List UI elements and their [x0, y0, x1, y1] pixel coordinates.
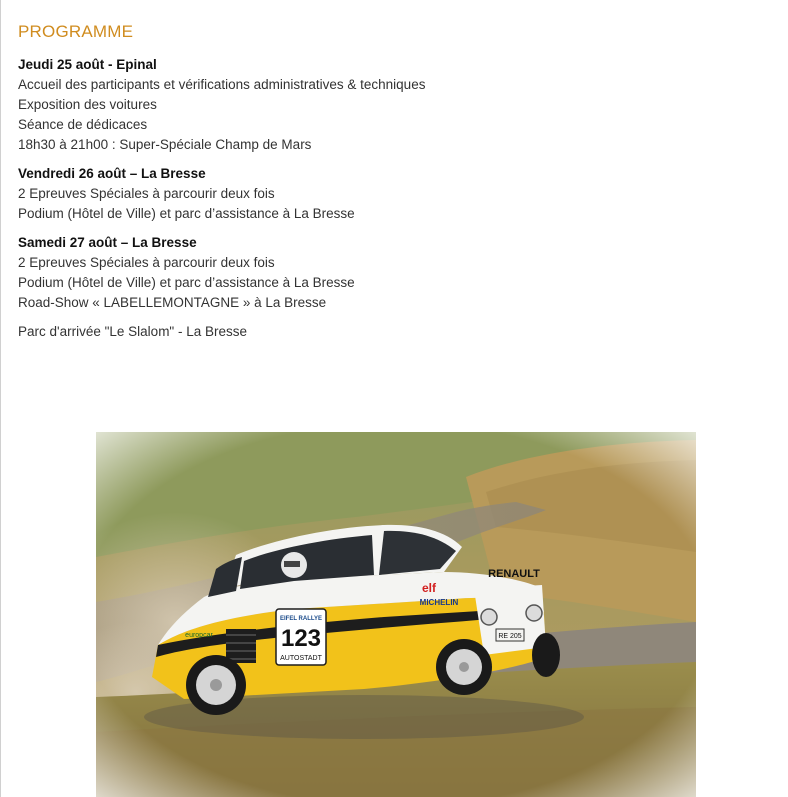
day-line: 18h30 à 21h00 : Super-Spéciale Champ de Mars — [18, 137, 312, 152]
programme-content — [18, 22, 758, 342]
day-title: Jeudi 25 août - Epinal — [18, 57, 157, 72]
day-line: Podium (Hôtel de Ville) et parc d’assistance à La Bresse — [18, 206, 355, 221]
day-line: Séance de dédicaces — [18, 117, 148, 132]
day-title: Samedi 27 août – La Bresse — [18, 235, 197, 250]
day-line: Accueil des participants et vérifications administratives & techniques — [18, 77, 426, 92]
day-section — [18, 164, 758, 224]
photo-vignette — [96, 432, 696, 797]
day-line: 2 Epreuves Spéciales à parcourir deux fois — [18, 186, 275, 201]
left-border — [0, 0, 1, 797]
day-line: Road-Show « LABELLEMONTAGNE » à La Bresse — [18, 295, 327, 310]
day-title: Vendredi 26 août – La Bresse — [18, 166, 206, 181]
rally-car-photo — [96, 432, 696, 797]
day-line: Exposition des voitures — [18, 97, 157, 112]
day-section — [18, 233, 758, 313]
day-line: 2 Epreuves Spéciales à parcourir deux fois — [18, 255, 275, 270]
day-section — [18, 55, 758, 155]
day-line: Podium (Hôtel de Ville) et parc d’assistance à La Bresse — [18, 275, 355, 290]
programme-heading: PROGRAMME — [18, 22, 134, 41]
arrival-line: Parc d'arrivée "Le Slalom" - La Bresse — [18, 324, 248, 339]
